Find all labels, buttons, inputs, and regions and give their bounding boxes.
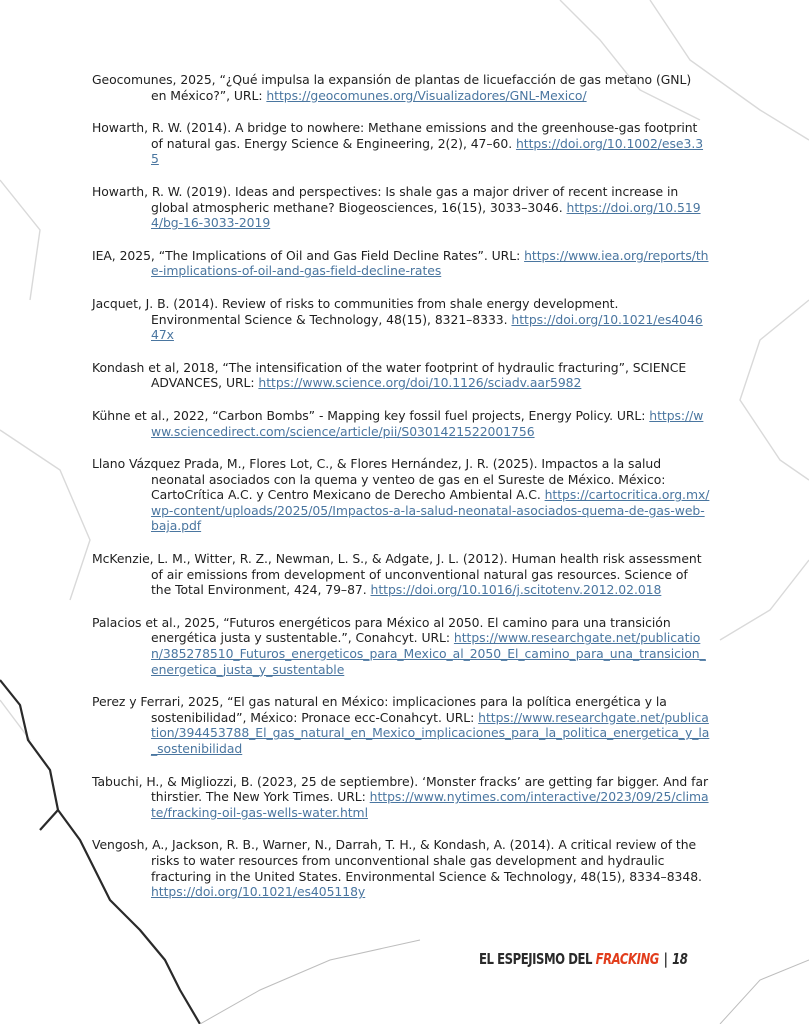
reference-link[interactable]: https://doi.org/10.1002/ese3.35 (151, 135, 704, 167)
reference-text: Vengosh, A., Jackson, R. B., Warner, N., Darrah, T. H., & Kondash, A. (2014). A critical review of the risks to water resources from unconventional shale gas development and hydraulic fracturing in the United States. Environmental Science & Technology, 48(15), 8334–8348. (92, 837, 702, 884)
reference-entry (92, 408, 710, 439)
reference-text: Perez y Ferrari, 2025, “El gas natural en México: implicaciones para la política energética y la sostenibilidad”, México: Pronace ecc-Conahcyt. URL: (92, 694, 667, 725)
reference-link[interactable]: https://cartocritica.org.mx/wp-content/uploads/2025/05/Impactos-a-la-salud-neonatal-asociados-quema-de-gas-web-baja.pdf (151, 487, 710, 534)
reference-link[interactable]: https://www.sciencedirect.com/science/article/pii/S0301421522001756 (151, 407, 704, 439)
reference-text: McKenzie, L. M., Witter, R. Z., Newman, L. S., & Adgate, J. L. (2012). Human health risk assessment of air emissions from development of unconventional natural gas resources. Science of the Total Environment, 424, 79–87. (92, 551, 702, 598)
reference-entry (92, 615, 710, 677)
page-footer (479, 950, 687, 968)
reference-text: Kondash et al, 2018, “The intensification of the water footprint of hydraulic fracturing”, SCIENCE ADVANCES, URL: (92, 359, 687, 391)
reference-text: Llano Vázquez Prada, M., Flores Lot, C., & Flores Hernández, J. R. (2025). Impactos a la salud neonatal asociados con la quema y venteo de gas en el Sureste de México. México: CartoCrítica A.C. y Centro Mexicano de Derecho Ambiental A.C. (92, 456, 666, 503)
reference-text: Howarth, R. W. (2014). A bridge to nowhere: Methane emissions and the greenhouse-gas footprint of natural gas. Energy Science & Engineering, 2(2), 47–60. (92, 120, 698, 151)
reference-entry (92, 837, 710, 899)
reference-link[interactable]: https://www.researchgate.net/publication/385278510_Futuros_energeticos_para_Mexico_al_2050_El_camino_para_una_transicion_energetica_justa_y_sustentable (151, 630, 706, 677)
reference-text: IEA, 2025, “The Implications of Oil and Gas Field Decline Rates”. URL: (92, 247, 525, 263)
reference-link[interactable]: https://doi.org/10.1016/j.scitotenv.2012.02.018 (370, 582, 662, 598)
reference-entry (92, 456, 710, 534)
reference-text: Tabuchi, H., & Migliozzi, B. (2023, 25 de septiembre). ‘Monster fracks’ are getting far bigger. And far thirstier. The New York Times. URL: (92, 773, 709, 805)
reference-link[interactable]: https://www.science.org/doi/10.1126/sciadv.aar5982 (258, 375, 582, 391)
reference-text: Kühne et al., 2022, “Carbon Bombs” - Mapping key fossil fuel projects, Energy Policy. URL: (92, 407, 650, 423)
reference-entry (92, 694, 710, 756)
reference-link[interactable]: https://geocomunes.org/Visualizadores/GNL-Mexico/ (266, 87, 587, 103)
reference-link[interactable]: https://doi.org/10.1021/es405118y (151, 884, 366, 900)
reference-entry (92, 120, 710, 167)
reference-entry (92, 774, 710, 821)
reference-text: Geocomunes, 2025, “¿Qué impulsa la expansión de plantas de licuefacción de gas metano (GNL) en México?”, URL: (92, 72, 692, 103)
reference-text: Howarth, R. W. (2019). Ideas and perspectives: Is shale gas a major driver of recent increase in global atmospheric methane? Biogeosciences, 16(15), 3033–3046. (92, 183, 679, 215)
footer-separator: | (663, 950, 668, 968)
footer-title-part2: FRACKING (595, 950, 659, 968)
reference-text: Palacios et al., 2025, “Futuros energéticos para México al 2050. El camino para una transición energética justa y sustentable.”, Conahcyt. URL: (92, 614, 671, 646)
reference-link[interactable]: https://doi.org/10.5194/bg-16-3033-2019 (151, 199, 701, 231)
reference-link[interactable]: https://doi.org/10.1021/es404647x (151, 311, 703, 343)
reference-entry (92, 72, 710, 103)
reference-link[interactable]: https://www.iea.org/reports/the-implications-of-oil-and-gas-field-decline-rates (151, 247, 709, 279)
reference-entry (92, 296, 710, 343)
reference-entry (92, 551, 710, 598)
reference-entry (92, 248, 710, 279)
reference-entry (92, 360, 710, 391)
reference-link[interactable]: https://www.nytimes.com/interactive/2023/09/25/climate/fracking-oil-gas-wells-water.html (151, 789, 709, 820)
references-list (92, 72, 710, 917)
reference-link[interactable]: https://www.researchgate.net/publication/394453788_El_gas_natural_en_Mexico_implicaciones_para_la_politica_energetica_y_la_sostenibilidad (151, 709, 710, 756)
reference-text: Jacquet, J. B. (2014). Review of risks to communities from shale energy development. Environmental Science & Technology, 48(15), 8321–8333. (92, 295, 619, 327)
footer-title-part1: EL ESPEJISMO DEL (479, 950, 596, 968)
reference-entry (92, 184, 710, 231)
page-number: 18 (672, 950, 688, 968)
